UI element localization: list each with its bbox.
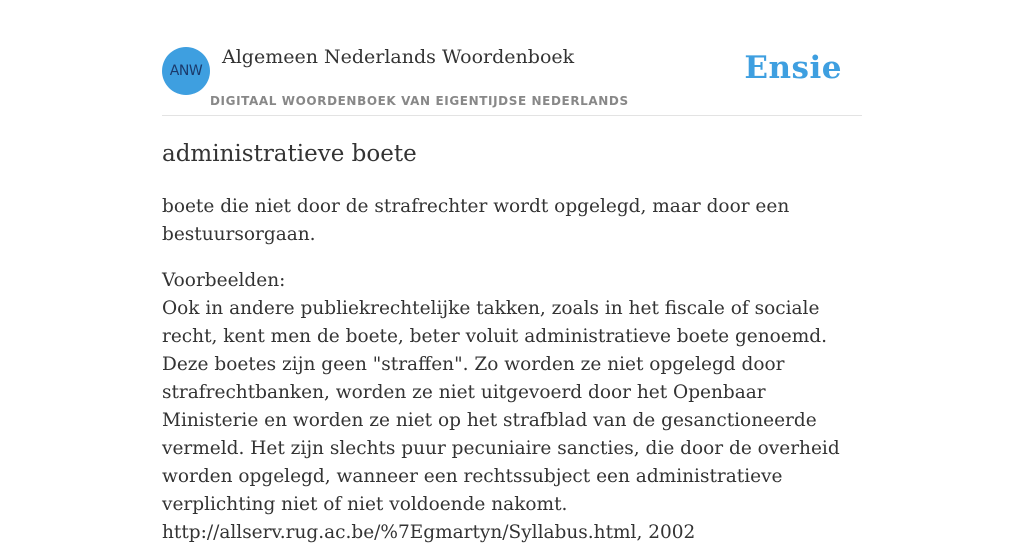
- entry-term: administratieve boete: [162, 141, 417, 167]
- site-header: [162, 40, 862, 116]
- header-divider: [162, 115, 862, 116]
- anw-logo[interactable]: ANW: [162, 47, 210, 95]
- entry-examples: [162, 267, 862, 547]
- example-text: Ook in andere publiekrechtelijke takken, zoals in het fiscale of sociale recht, kent men de boete, beter voluit administratieve boete genoemd. Deze boetes zijn geen "straffen". Zo worden ze niet opgelegd door strafrechtbanken, worden ze niet uitgevoerd door het Openbaar Ministerie en worden ze niet op het strafblad van de gesanctioneerde vermeld. Het zijn slechts puur pecuniaire sancties, die door de overheid worden opgelegd, wanneer een rechtssubject een administratieve verplichting niet of niet voldoende nakomt.: [162, 298, 840, 515]
- example-source: http://allserv.rug.ac.be/%7Egmartyn/Syllabus.html, 2002: [162, 522, 696, 543]
- site-title[interactable]: Algemeen Nederlands Woordenboek: [222, 46, 575, 68]
- entry-definition: boete die niet door de strafrechter wordt opgelegd, maar door een bestuursorgaan.: [162, 196, 790, 245]
- examples-label: Voorbeelden:: [162, 270, 286, 291]
- entry-content: [162, 136, 862, 547]
- ensie-brand-logo[interactable]: Ensie: [744, 50, 842, 86]
- site-subtitle: DIGITAAL WOORDENBOEK VAN EIGENTIJDSE NEDERLANDS: [210, 94, 629, 108]
